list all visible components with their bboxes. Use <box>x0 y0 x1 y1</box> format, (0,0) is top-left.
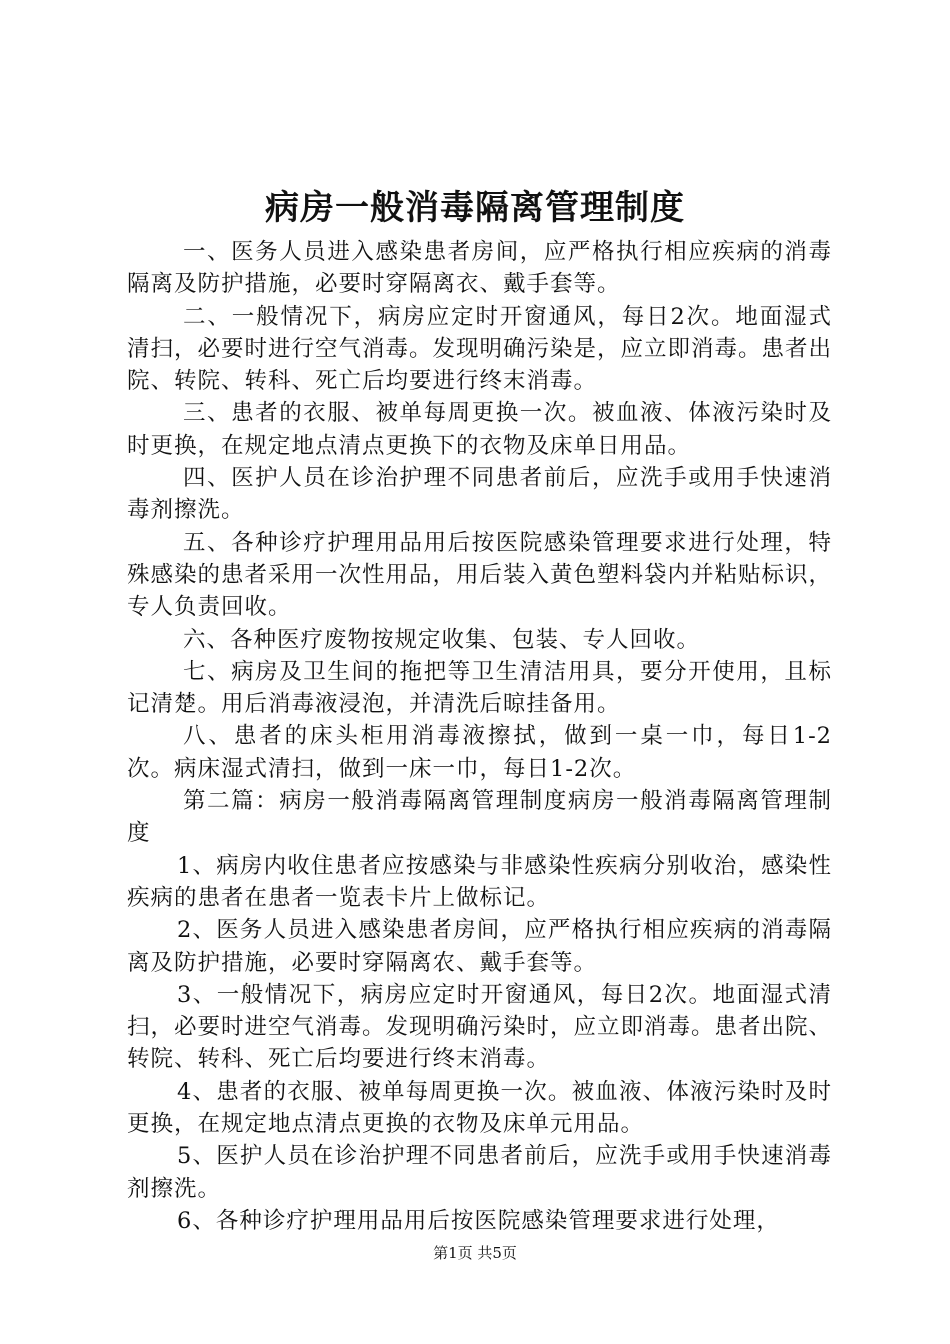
numbered-paragraph-5: 5、医护人员在诊治护理不同患者前后，应洗手或用手快速消毒剂擦洗。 <box>127 1143 832 1202</box>
document-body <box>127 236 832 1237</box>
numbered-paragraph-6: 6、各种诊疗护理用品用后按医院感染管理要求进行处理， <box>177 1207 780 1234</box>
paragraph-4: 四、医护人员在诊治护理不同患者前后，应洗手或用手快速消毒剂擦洗。 <box>127 465 832 524</box>
paragraph-2: 二、一般情况下，病房应定时开窗通风，每日2次。地面湿式清扫，必要时进行空气消毒。发现明确污染是，应立即消毒。患者出院、转院、转科、死亡后均要进行终末消毒。 <box>127 303 833 395</box>
paragraph-3: 三、患者的衣服、被单每周更换一次。被血液、体液污染时及时更换，在规定地点清点更换下的衣物及床单日用品。 <box>127 400 832 459</box>
document-title: 病房一般消毒隔离管理制度 <box>265 188 685 228</box>
paragraph-1: 一、医务人员进入感染患者房间，应严格执行相应疾病的消毒隔离及防护措施，必要时穿隔离衣、戴手套等。 <box>127 239 832 298</box>
paragraph-7: 七、病房及卫生间的拖把等卫生清洁用具，要分开使用，且标记清楚。用后消毒液浸泡，并清洗后晾挂备用。 <box>127 658 832 718</box>
numbered-paragraph-3: 3、一般情况下，病房应定时开窗通风，每日2次。地面湿式清扫，必要时进空气消毒。发现明确污染时，应立即消毒。患者出院、转院、转科、死亡后均要进行终末消毒。 <box>127 981 833 1073</box>
paragraph-5: 五、各种诊疗护理用品用后按医院感染管理要求进行处理，特殊感染的患者采用一次性用品，用后装入黄色塑料袋内并粘贴标识，专人负责回收。 <box>127 529 833 621</box>
numbered-paragraph-4: 4、患者的衣服、被单每周更换一次。被血液、体液污染时及时更换，在规定地点清点更换的衣物及床单元用品。 <box>127 1078 832 1138</box>
page-footer: 第1页 共5页 <box>433 1244 517 1262</box>
numbered-paragraph-2: 2、医务人员进入感染患者房间，应严格执行相应疾病的消毒隔离及防护措施，必要时穿隔离农、戴手套等。 <box>127 917 832 976</box>
paragraph-6: 六、各种医疗废物按规定收集、包装、专人回收。 <box>183 626 701 653</box>
numbered-paragraph-1: 1、病房内收住患者应按感染与非感染性疾病分别收治，感染性疾病的患者在患者一览表卡片上做标记。 <box>127 852 832 911</box>
section-heading-part-two: 第二篇：病房一般消毒隔离管理制度病房一般消毒隔离管理制度 <box>127 788 832 847</box>
paragraph-8: 八、患者的床头柜用消毒液擦拭，做到一桌一巾，每日1-2次。病床湿式清扫，做到一床一巾，每日1-2次。 <box>127 723 832 782</box>
